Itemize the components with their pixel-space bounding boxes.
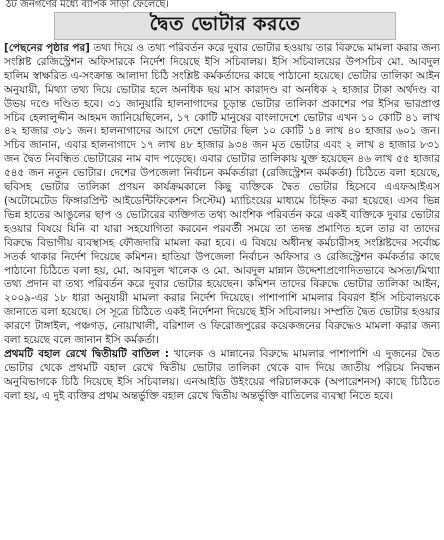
paragraph-1-text: তথ্য দিয়ে ও তথ্য পরিবর্তন করে দুবার ভোটার হওয়ায় তার বিরুদ্ধে মামলা করার জন্য সংশ্লিষ্ট রেজিস্ট্রেশন অফিসারকে নির্দেশ দিয়েছে ইসি সচিবালয়। ইসি সচিবালয়ের উপসচিব মো. আবদুল হালিম স্বাক্ষরিত এ-সংক্রান্ত আলাদা চিঠি সংশ্লিষ্ট কর্মকর্তাদের কাছে পাঠানো হয়েছে। ভোটার তালিকা আইন অনুযায়ী, মিথ্যা তথ্য দিয়ে ভোটার হলে অনধিক ছয় মাস কারাদণ্ড বা অনধিক ২ হাজার টাকা অর্থদণ্ড বা উভয় দণ্ডে দণ্ডিত হবে। ৩১ জানুয়ারি হালনাগাদের চূড়ান্ত ভোটার তালিকা প্রকাশের পর ইসির ভারপ্রাপ্ত সচিব হেলালুদ্দীন আহমদ জানিয়েছিলেন, ১৭ কোটি মানুষের বাংলাদেশে ভোটার এখন ১০ কোটি ৪১ লাখ ৪২ হাজার ৩৮১ জন। হালনাগাদের আগে দেশে ভোটার ছিল ১০ কোটি ১৪ লাখ ৪০ হাজার ৬০১ জন। সচিব জানান, এবার হালনাগাদে ১৭ লাখ ৪৮ হাজার ৯৩৪ জন মৃত ভোটার এবং ২ লাখ ৪ হাজার ৮৩১ জন দ্বৈত নিবন্ধিত ভোটারের নাম বাদ পড়েছে। এবার ভোটার তালিকায় যুক্ত হয়েছেন ৪৬ লাখ ৫৫ হাজার ৫৪৫ জন নতুন ভোটার। দেশের উপজেলা নির্বাচন কর্মকর্তারা (রেজিস্ট্রেশন কর্মকর্তা) চিঠিতে বলা হয়েছে, ছবিসহ ভোটার তালিকা প্রণয়ন কার্যক্রমকালে কিছু ব্যক্তিকে দ্বৈত ভোটার হিসেবে এএফআইএস (অটোমেটেড ফিঙ্গারপ্রিন্ট আইডেন্টিফিকেশন সিস্টেম) ম্যাচিংয়ের মাধ্যমে চিহ্নিত করা হয়েছে। এসব ভিন্ন ভিন্ন হাতের আঙুলের ছাপ ও ভোটারের ব্যক্তিগত তথ্য আংশিক পরিবর্তন করে একই ব্যক্তিকে দুবার ভোটার হওয়ার বিষয়ে যিনি বা যারা সহযোগিতা করবেন পরবর্তী সময়ে তা তদন্ত প্রমাণিত হলে তার বা তাদের বিরুদ্ধে বিভাগীয় ব্যবস্থাসহ ফৌজদারি মামলা করা হবে। এ বিষয়ে অধীনস্থ কর্মচারীসহ সংশ্লিষ্টদের সর্বোচ্চ সতর্ক থাকার নির্দেশ দিয়েছে কমিশন। হাতিয়া উপজেলা নির্বাচন অফিসার ও রেজিস্ট্রেশন কর্মকর্তার কাছে পাঠানো চিঠিতে বলা হয়, মো. আবদুল খালেক ও মো. আবদুল মান্নান উদ্দেশ্যপ্রণোদিতভাবে অসত্য/মিথ্যা তথ্য প্রদান বা তথ্য পরিবর্তন করে দুবার ভোটার হয়েছেন। কমিশন তাদের বিরুদ্ধে ভোটার তালিকা আইন, ২০০৯-এর ১৮ ধারা অনুযায়ী মামলা করার নির্দেশ দিয়েছে। পাশাপাশি মামলার বিবরণ ইসি সচিবালয়কে জানাতে বলা হয়েছে। সে সূত্রে চিঠিতে একই নির্দেশনা দিয়েছে ইসি সচিবালয়। সম্প্রতি দ্বৈত ভোটার হওয়ার কারণে টাঙ্গাইল, পঞ্চগড়, নোয়াখালী, বরিশাল ও ফিরোজপুরের কয়েকজনের বিরুদ্ধেও মামলা করার জন্য বলা হয়েছে বলে জানান ইসি কর্মকর্তা। <box>4 42 440 347</box>
headline-banner <box>54 12 396 40</box>
article-body <box>4 42 440 538</box>
previous-article-fragment: ঠট জনগণের মধ্যে ব্যাপক সাড়া ফেলেছে। <box>6 0 169 10</box>
subheading: প্রথমটি বহাল রেখে দ্বিতীয়টি বাতিল : <box>4 347 169 360</box>
headline: দ্বৈত ভোটার করতে <box>149 13 301 35</box>
paragraph-1 <box>4 42 440 348</box>
paragraph-2-text: খালেক ও মান্নানের বিরুদ্ধে মামলার পাশাপাশি এ দুজনের দ্বৈত ভোটার থেকে প্রথমটি বহাল রেখে দ্বিতীয় ভোটার তালিকা থেকে বাদ দিয়ে জাতীয় পরিচয় নিবন্ধন অনুবিভাগকে চিঠি দিয়েছে ইসি সচিবালয়। এনআইডি উইংয়ের পরিচালককে (অপারেশনস) কাছে চিঠিতে বলা হয়, এ দুই ব্যক্তির প্রথম অন্তর্ভুক্তি বহাল রেখে দ্বিতীয় অন্তর্ভুক্তি বাতিলের ব্যবস্থা নিতে হবে। <box>4 347 440 402</box>
paragraph-2 <box>4 348 440 404</box>
continuation-tag: [পেছনের পৃষ্ঠার পর] <box>4 42 90 54</box>
